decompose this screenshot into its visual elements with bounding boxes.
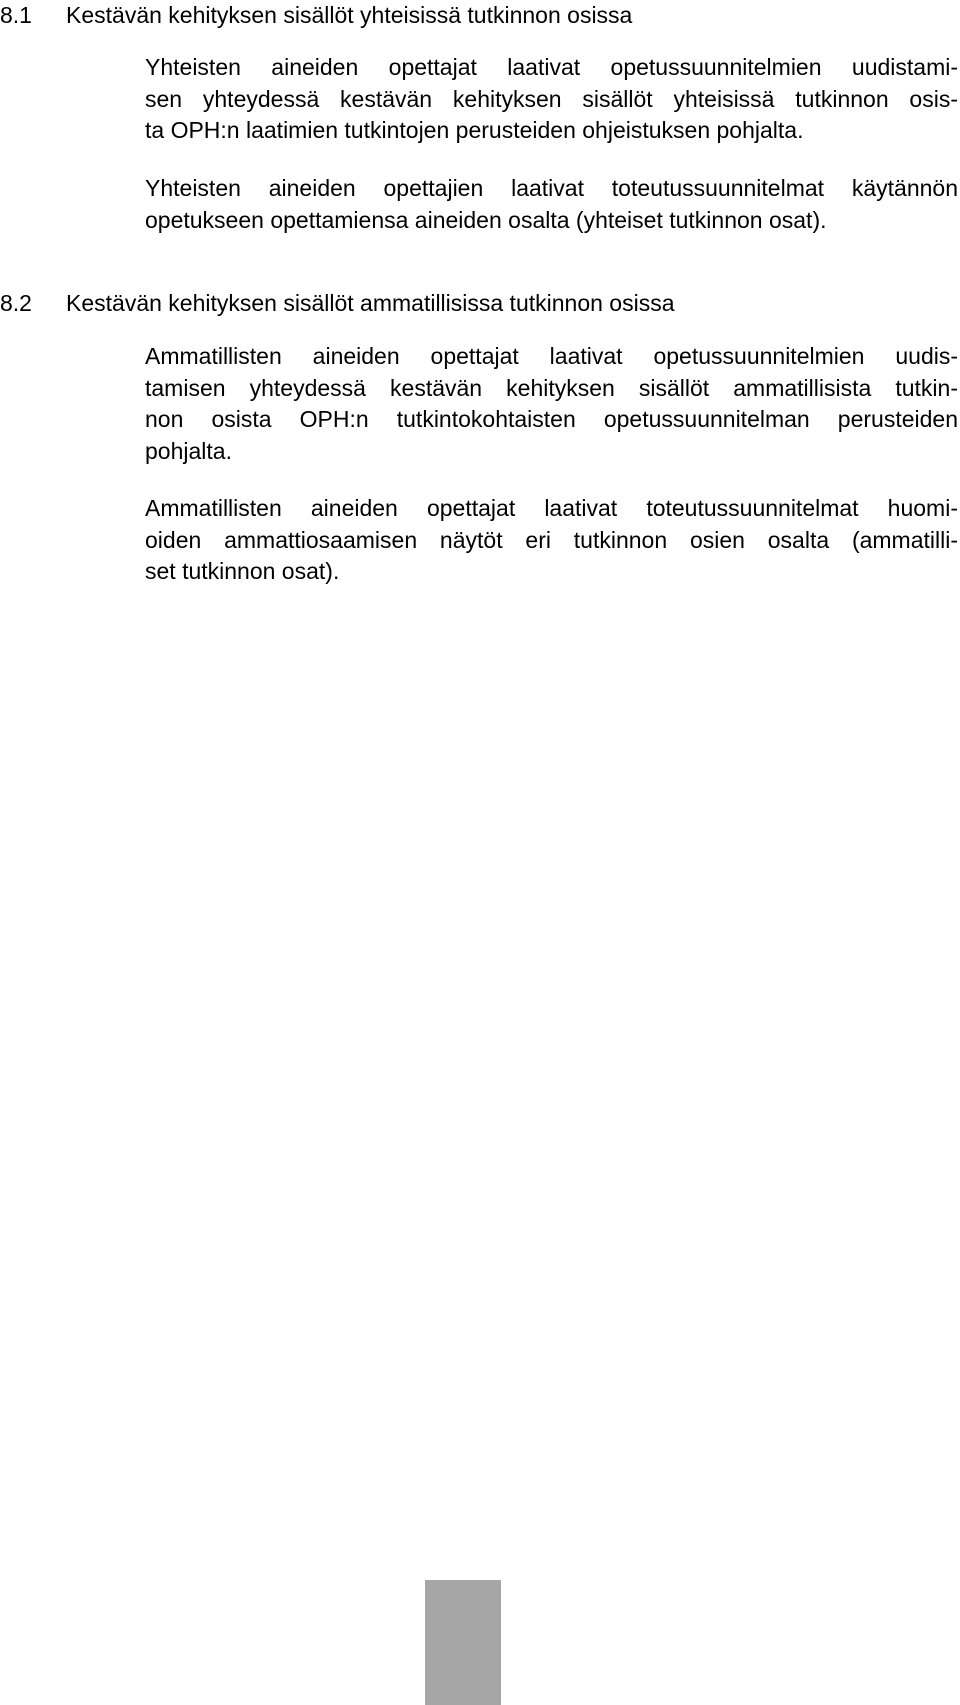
- section-8-2-paragraph-1: [145, 341, 958, 467]
- text-line: ta OPH:n laatimien tutkintojen perusteiden ohjeistuksen pohjalta.: [145, 117, 804, 143]
- text-line: tamisen yhteydessä kestävän kehityksen sisällöt ammatillisista tutkin-: [145, 374, 958, 401]
- text-line: pohjalta.: [145, 437, 232, 464]
- text-line: set tutkinnon osat).: [145, 558, 340, 584]
- text-line: oiden ammattiosaamisen näytöt eri tutkinnon osien osalta (ammatilli-: [145, 526, 958, 553]
- text-line: non osista OPH:n tutkintokohtaisten opetussuunnitelman perusteiden: [145, 406, 958, 432]
- section-number: 8.1: [0, 2, 32, 28]
- text-line: Yhteisten aineiden opettajat laativat opetussuunnitelmien uudistami-: [145, 54, 958, 80]
- section-8-1-paragraph-1: [145, 52, 958, 147]
- section-title: Kestävän kehityksen sisällöt yhteisissä tutkinnon osissa: [66, 2, 633, 28]
- text-line: Ammatillisten aineiden opettajat laativat opetussuunnitelmien uudis-: [145, 343, 958, 369]
- section-title: Kestävän kehityksen sisällöt ammatillisissa tutkinnon osissa: [66, 290, 675, 316]
- page-number-tab: [425, 1580, 501, 1705]
- text-line: sen yhteydessä kestävän kehityksen sisällöt yhteisissä tutkinnon osis-: [145, 85, 958, 112]
- text-line: opetukseen opettamiensa aineiden osalta (yhteiset tutkinnon osat).: [145, 206, 827, 233]
- text-line: Ammatillisten aineiden opettajat laativat toteutussuunnitelmat huomi-: [145, 495, 958, 521]
- text-line: Yhteisten aineiden opettajien laativat toteutussuunnitelmat käytännön: [145, 175, 958, 201]
- section-8-2-paragraph-2: [145, 493, 958, 588]
- section-number: 8.2: [0, 290, 32, 316]
- section-8-1-paragraph-2: [145, 173, 958, 236]
